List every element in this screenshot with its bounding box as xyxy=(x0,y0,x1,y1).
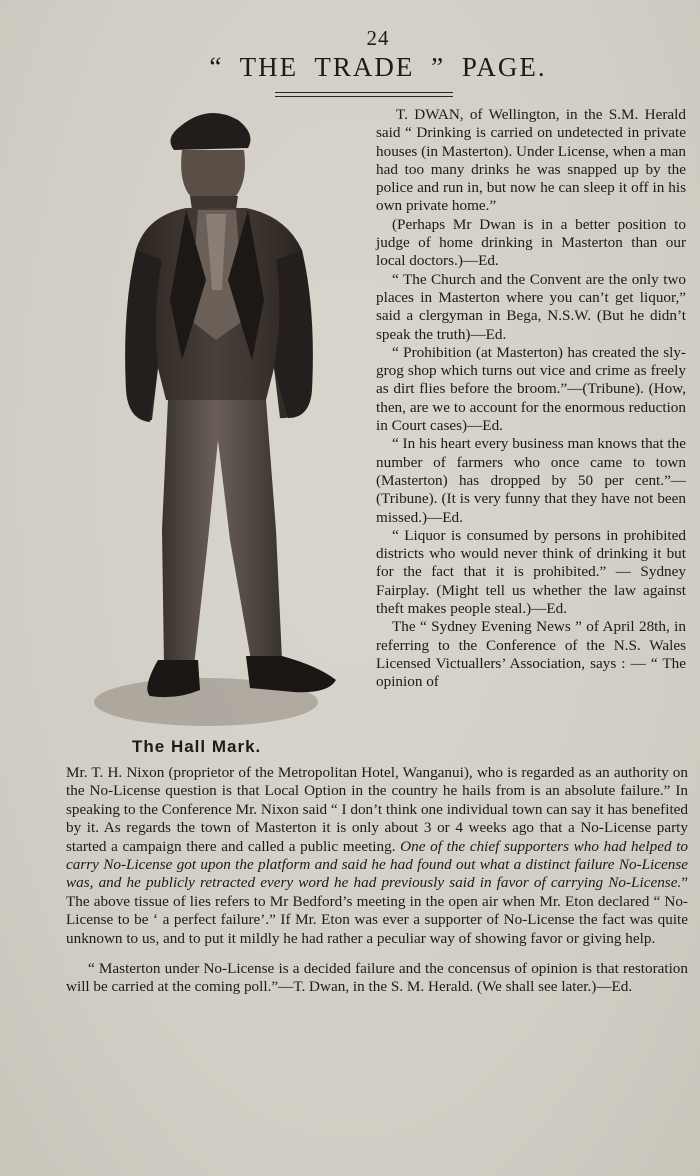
nixon-paragraph xyxy=(66,764,688,948)
column-paragraph: “ Liquor is consumed by persons in prohibited districts who would never think of drinking it but for the fact that it is prohibited.” — Sydney Fairplay. (Might tell us whether the law against theft makes people steal.)—Ed. xyxy=(376,526,686,618)
column-paragraph: (Perhaps Mr Dwan is in a better position to judge of home drinking in Masterton than our local doctors.)—Ed. xyxy=(376,215,686,270)
right-column xyxy=(376,106,686,692)
man-figure-icon xyxy=(66,100,366,740)
nixon-italic-quote: One of the chief supporters who had helped to carry No-License got upon the platform and said he had found out what a distinct failure No-License was, and he publicly retracted every word he had previously said in favor of carrying No-License. xyxy=(66,837,689,892)
column-paragraph: “ The Church and the Convent are the only two places in Masterton where you can’t get liquor,” said a clergyman in Bega, N.S.W. (But he didn’t speak the truth)—Ed. xyxy=(376,270,686,343)
title-rule-bottom xyxy=(275,96,453,97)
column-paragraph: T. DWAN, of Wellington, in the S.M. Herald said “ Drinking is carried on undetected in private houses (in Masterton). Under License, when a man had too many drinks he was snapped up by the police and run in, but now he can sleep it off in his own private home.” xyxy=(376,106,686,215)
closing-paragraph: “ Masterton under No-License is a decided failure and the concensus of opinion is that restoration will be carried at the coming poll.”—T. Dwan, in the S. M. Herald. (We shall see later.)—Ed. xyxy=(66,960,688,996)
paragraph-spacer xyxy=(66,948,688,960)
nixon-text-part-2: ” The above tissue of lies refers to Mr Bedford’s meeting in the open air when Mr. Eton declared “ No-License to be ‘ a perfect failure’.” If Mr. Eton was ever a supporter of No-License the fact was quite unknown to us, and to put it mildly he had rather a peculiar way of showing favor or giving help. xyxy=(66,874,688,947)
column-paragraph: “ Prohibition (at Masterton) has created the sly-grog shop which turns out vice and crime as freely as dirt flies before the broom.”—(Tribune). (How, then, are we to account for the enormous reduction in Court cases)—Ed. xyxy=(376,343,686,435)
figure-caption: The Hall Mark. xyxy=(132,737,262,756)
full-width-text xyxy=(66,764,688,997)
page-title: “ THE TRADE ” PAGE. xyxy=(209,52,547,82)
illustration-standing-man xyxy=(66,100,366,740)
column-paragraph: “ In his heart every business man knows that the number of farmers who once came to town (Masterton) has dropped by 50 per cent.”—(Tribune). (It is very funny that they have not been missed.)—Ed. xyxy=(376,435,686,526)
nixon-text-part-1: Mr. T. H. Nixon (proprietor of the Metropolitan Hotel, Wanganui), who is regarded as an authority on the No-License question is that Local Option in the country he hails from is an absolute failure.” In speaking to the Conference Mr. Nixon said “ I don’t think one individual town can say it has benefited by it. As regards the town of Masterton it is only about 3 or 4 weeks ago that a No-License party started a campaign there and called a public meeting. xyxy=(66,764,688,855)
page-number: 24 xyxy=(366,26,390,50)
column-paragraph-conference: The “ Sydney Evening News ” of April 28th, in referring to the Conference of the N.S. Wales Licensed Victuallers’ Association, says : — “ The opinion of xyxy=(376,618,686,691)
title-rule-top xyxy=(275,92,453,93)
